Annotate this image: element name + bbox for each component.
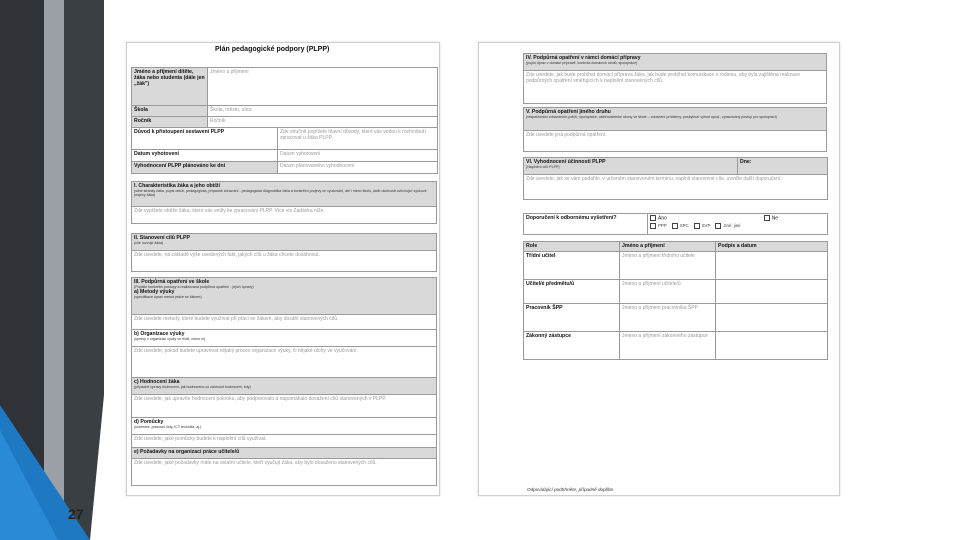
row-school xyxy=(132,106,438,117)
checkbox-spc[interactable] xyxy=(672,223,678,229)
signature-cell[interactable] xyxy=(716,332,828,360)
signature-cell[interactable] xyxy=(716,280,828,304)
section-4 xyxy=(523,53,827,104)
section-3b-sub: (úpravy v organizaci výuky ve třídě, mimo ni) xyxy=(134,337,206,341)
table-row xyxy=(524,252,828,280)
section-3d-heading: d) Pomůcky xyxy=(134,419,164,425)
section-3c-sub: (případné úpravy hodnocení, jak hodnoceno co zahrnout hodnocení, kdy) xyxy=(134,385,251,389)
recommend-no: Ne xyxy=(771,215,779,222)
name-cell: Jméno a příjmení zákonného zástupce xyxy=(622,333,708,339)
table-row xyxy=(524,332,828,360)
section-3-heading: III. Podpůrná opatření ve škole xyxy=(134,279,210,285)
label-reason: Důvod k přistoupení sestavení PLPP xyxy=(134,129,225,135)
dark-stripe-inner xyxy=(64,0,104,540)
recommendation-table xyxy=(523,213,828,235)
section-1-hint: Zde vypíšete obtíže žáka, které vás vedly ke zpracování PLPP. Více viz Zadávka níže. xyxy=(134,208,325,214)
value-school: Škola, město, ulice xyxy=(210,107,252,113)
signature-cell[interactable] xyxy=(716,252,828,280)
checkbox-svp[interactable] xyxy=(694,223,700,229)
plpp-page-right xyxy=(478,42,840,496)
section-3c-heading: c) Hodnocení žáka xyxy=(134,379,180,385)
role-cell: Zákonný zástupce xyxy=(526,333,571,339)
col-role: Role xyxy=(526,243,538,249)
section-3b-heading: b) Organizace výuky xyxy=(134,331,185,337)
section-2 xyxy=(131,233,437,272)
value-reason: Zde stručně popíšete hlavní důvody, které vás vedou k rozhodnutí zpracovat u žáka PLPP. xyxy=(280,129,426,141)
checkbox-ppp[interactable] xyxy=(650,223,656,229)
section-3e-hint: Zde uvedete, jaké požadavky máte na ostatní učitele, kteří vyučují žáka, aby bylo dosaženo stanovených cílů. xyxy=(134,460,377,466)
section-1 xyxy=(131,181,437,224)
name-cell: Jméno a příjmení pracovníka ŠPP xyxy=(622,305,698,311)
section-6-date-label: Dne: xyxy=(740,159,752,165)
section-3d-sub: (učebnice, pracovní listy, ICT technika, aj.) xyxy=(134,425,202,429)
section-2-hint: Zde uvedete, na základě výše uvedených fakt, jakých cílů u žáka chcete dosáhnout. xyxy=(134,252,320,258)
option-ppp: PPP xyxy=(658,223,667,229)
value-evaluation-date: Datum plánovaného vyhodnocení xyxy=(280,163,355,169)
roles-header-row xyxy=(524,242,828,252)
option-other: Jiné: jiné xyxy=(723,223,741,229)
role-cell: Pracovník ŠPP xyxy=(526,305,563,311)
section-5-heading: V. Podpůrná opatření jiného druhu xyxy=(526,109,611,115)
table-row xyxy=(524,304,828,332)
row-grade xyxy=(132,117,438,128)
section-3a-sub: (specifikace úprav metod práce se žákem) xyxy=(134,295,202,300)
checkbox-no[interactable] xyxy=(764,215,770,221)
section-3a-hint: Zde uvedete metody, které budete využívat při práci se žákem, aby dosáhl stanovených cílů. xyxy=(134,316,339,322)
footer-note: Odpovídající podtrhněte, případně doplňte. xyxy=(527,487,615,492)
section-3e-heading: e) Požadavky na organizaci práce učitele/ů xyxy=(134,449,240,455)
section-1-sub: (silné stránky žáka, popis obtíží, pedagogická, případně zdravotní - pedagogická diagnostika žáka a konkrétní projevy ve vyučování, ale i mimo školu, další okolnosti ovlivňující výukové projevy žáka) xyxy=(134,189,427,198)
label-student-name: Jméno a příjmení dítěte, žáka nebo studenta (dále jen „žák") xyxy=(134,69,205,87)
section-6-hint: Zde uvedete, jak se vám podařilo, v určeném stanoveném termínu, naplnit stanovené cíle, uveďte další doporučení. xyxy=(526,176,782,182)
col-name: Jméno a příjmení xyxy=(622,243,665,249)
header-table xyxy=(131,67,438,174)
checkbox-other[interactable] xyxy=(715,223,721,229)
roles-table xyxy=(523,241,828,360)
section-2-sub: (cíle rozvoje žáka) xyxy=(134,241,164,245)
document-title: Plán pedagogické podpory (PLPP) xyxy=(215,46,330,53)
section-4-hint: Zde uvedete, jak bude probíhat domácí příprava žáka, jak bude probíhat komunikace s rodinou, aby byla zajištěna realizace podpůrných opatření směřujících k naplnění stanovených cílů. xyxy=(526,72,801,84)
row-date xyxy=(132,150,438,162)
value-grade: Ročník xyxy=(210,118,226,124)
section-2-heading: II. Stanovení cílů PLPP xyxy=(134,235,190,241)
grey-stripe xyxy=(44,0,64,540)
recommend-label: Doporučení k odbornému vyšetření? xyxy=(526,215,617,221)
section-3b-hint: Zde uvedete, pokud budete upravovat nějaký proces organizace výuky, či nějaké úlohy ve vyučování. xyxy=(134,348,358,354)
section-6 xyxy=(523,157,828,200)
section-5 xyxy=(523,107,827,152)
option-spc: SPC xyxy=(679,223,689,229)
label-school: Škola xyxy=(134,107,148,113)
label-date: Datum vyhotovení xyxy=(134,151,179,157)
name-cell: Jméno a příjmení učitele/ů xyxy=(622,281,681,287)
table-row xyxy=(524,280,828,304)
section-3c-hint: Zde uvedete, jak upravíte hodnocení pokroku, aby podporovalo a napomáhalo dosažení cílů stanovených v PLPP. xyxy=(134,396,387,402)
label-evaluation-date: Vyhodnocení PLPP plánováno ke dni xyxy=(134,163,226,169)
row-student-name xyxy=(132,68,438,106)
checkbox-yes[interactable] xyxy=(650,215,656,221)
option-svp: SVP xyxy=(701,223,711,229)
recommend-yes: Ano xyxy=(658,215,667,222)
row-evaluation-date xyxy=(132,162,438,174)
col-signature: Podpis a datum xyxy=(718,243,757,249)
role-cell: Učitel/é předmětu/ů xyxy=(526,281,575,287)
section-5-hint: Zde uvedete jiná podpůrná opatření. xyxy=(526,132,607,138)
signature-cell[interactable] xyxy=(716,304,828,332)
section-3-sub: (Popište konkrétní postupy a realizovaná podpůrná opatření - jejich úpravy) xyxy=(134,285,254,289)
section-3a-heading: a) Metody výuky xyxy=(134,289,175,296)
plpp-page-left xyxy=(126,42,440,496)
row-reason xyxy=(132,128,438,150)
section-4-heading: IV. Podpůrná opatření v rámci domácí přípravy xyxy=(526,55,641,61)
label-grade: Ročník xyxy=(134,118,152,124)
section-4-sub: (popis úprav v domácí přípravě, kontrola domácích úkolů, spolupráce) xyxy=(526,61,638,65)
section-3 xyxy=(131,277,437,486)
section-5-sub: (respektování zdravotních potíží, spolupráce, ošetřovatelské úkony ve škole – zdravotní problémy, poskytnutí výhod apod., zpracovaný postup pro spolupráci) xyxy=(526,115,777,119)
section-6-heading: VI. Vyhodnocení účinnosti PLPP xyxy=(526,159,606,165)
section-6-sub: (Naplnění cílů PLPP) xyxy=(526,165,560,169)
section-1-heading: I. Charakteristika žáka a jeho obtíží xyxy=(134,183,220,189)
value-date: Datum vyhotovení xyxy=(280,151,321,157)
section-3d-hint: Zde uvedete, jaké pomůcky budete k naplnění cílů využívat. xyxy=(134,436,267,442)
role-cell: Třídní učitel xyxy=(526,253,556,259)
name-cell: Jméno a příjmení třídního učitele xyxy=(622,253,695,259)
slide-number: 27 xyxy=(68,506,84,522)
value-student-name: Jméno a příjmení xyxy=(210,69,249,75)
